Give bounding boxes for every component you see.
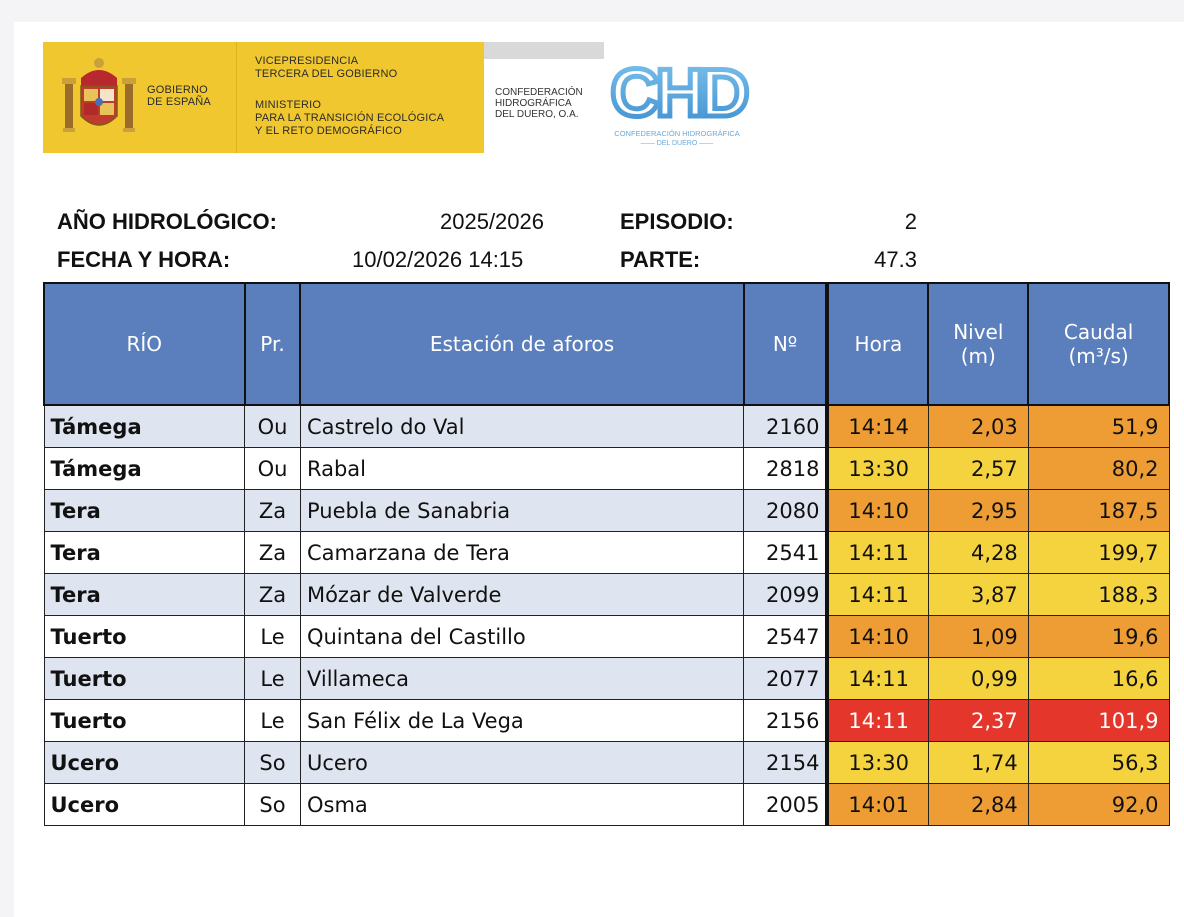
table-body bbox=[44, 405, 1169, 826]
ministerio-line-1: VICEPRESIDENCIA bbox=[255, 55, 359, 67]
cell-estacion: Villameca bbox=[300, 658, 743, 700]
caudal-header-line-1: Caudal bbox=[1063, 320, 1134, 344]
cell-numero: 2080 bbox=[744, 490, 828, 532]
chd-logo-icon bbox=[610, 42, 746, 131]
cell-hora: 14:01 bbox=[827, 784, 928, 826]
cell-caudal: 92,0 bbox=[1028, 784, 1169, 826]
table-row bbox=[44, 532, 1169, 574]
cell-hora: 13:30 bbox=[827, 742, 928, 784]
chd-caption-del-duero: DEL DUERO bbox=[656, 140, 698, 147]
confederacion-line-1: CONFEDERACIÓN bbox=[495, 87, 583, 98]
cell-nivel: 1,74 bbox=[928, 742, 1028, 784]
chd-caption bbox=[605, 129, 749, 149]
cell-provincia: Le bbox=[245, 658, 301, 700]
cell-numero: 2154 bbox=[744, 742, 828, 784]
episodio-label: EPISODIO: bbox=[620, 209, 734, 234]
cell-rio: Támega bbox=[44, 405, 245, 448]
confederacion-line-3: DEL DUERO, O.A. bbox=[495, 109, 579, 120]
caudal-header-line-2: (m³/s) bbox=[1068, 344, 1129, 368]
cell-numero: 2541 bbox=[744, 532, 828, 574]
chd-caption-line-2: ―― DEL DUERO ―― bbox=[640, 140, 714, 147]
table-row bbox=[44, 658, 1169, 700]
cell-provincia: Ou bbox=[245, 448, 301, 490]
table-row bbox=[44, 784, 1169, 826]
cell-nivel: 2,37 bbox=[928, 700, 1028, 742]
gobierno-text-2: DE ESPAÑA bbox=[147, 96, 211, 108]
col-header-nivel bbox=[928, 283, 1028, 405]
cell-nivel: 2,84 bbox=[928, 784, 1028, 826]
cell-estacion: Osma bbox=[300, 784, 743, 826]
cell-hora: 14:11 bbox=[827, 700, 928, 742]
parte-label: PARTE: bbox=[620, 247, 701, 272]
ministerio-line-5: Y EL RETO DEMOGRÁFICO bbox=[255, 125, 403, 137]
cell-nivel: 4,28 bbox=[928, 532, 1028, 574]
cell-caudal: 199,7 bbox=[1028, 532, 1169, 574]
grey-tab bbox=[484, 42, 604, 59]
table-header-row bbox=[44, 283, 1169, 405]
cell-hora: 14:14 bbox=[827, 405, 928, 448]
ministerio-line-3: MINISTERIO bbox=[255, 99, 322, 111]
fecha-value: 10/02/2026 14:15 bbox=[352, 247, 524, 272]
cell-numero: 2005 bbox=[744, 784, 828, 826]
cell-nivel: 3,87 bbox=[928, 574, 1028, 616]
cell-numero: 2547 bbox=[744, 616, 828, 658]
col-header-rio: RÍO bbox=[44, 283, 245, 405]
cell-nivel: 2,03 bbox=[928, 405, 1028, 448]
cell-hora: 14:11 bbox=[827, 574, 928, 616]
episodio-value: 2 bbox=[904, 209, 917, 234]
cell-caudal: 16,6 bbox=[1028, 658, 1169, 700]
cell-provincia: Za bbox=[245, 490, 301, 532]
chd-logo-letters: CHD bbox=[610, 55, 746, 131]
cell-provincia: So bbox=[245, 742, 301, 784]
gobierno-text-1: GOBIERNO bbox=[147, 84, 208, 96]
ministerio-line-4: PARA LA TRANSICIÓN ECOLÓGICA bbox=[255, 112, 445, 124]
cell-rio: Támega bbox=[44, 448, 245, 490]
cell-estacion: Ucero bbox=[300, 742, 743, 784]
cell-estacion: Quintana del Castillo bbox=[300, 616, 743, 658]
gobierno-logo bbox=[43, 42, 237, 153]
cell-provincia: Za bbox=[245, 532, 301, 574]
coat-of-arms-icon bbox=[59, 54, 139, 144]
cell-caudal: 51,9 bbox=[1028, 405, 1169, 448]
col-header-pr: Pr. bbox=[245, 283, 301, 405]
cell-numero: 2156 bbox=[744, 700, 828, 742]
cell-caudal: 56,3 bbox=[1028, 742, 1169, 784]
aforos-table bbox=[43, 282, 1170, 826]
parte-value: 47.3 bbox=[874, 247, 917, 272]
table-row bbox=[44, 448, 1169, 490]
cell-caudal: 80,2 bbox=[1028, 448, 1169, 490]
ministerio-logo bbox=[43, 42, 484, 153]
chd-logo bbox=[610, 42, 746, 131]
cell-hora: 14:10 bbox=[827, 490, 928, 532]
col-header-caudal bbox=[1028, 283, 1169, 405]
table-row bbox=[44, 490, 1169, 532]
cell-estacion: Castrelo do Val bbox=[300, 405, 743, 448]
cell-caudal: 19,6 bbox=[1028, 616, 1169, 658]
table-row bbox=[44, 574, 1169, 616]
fecha-label: FECHA Y HORA: bbox=[57, 247, 231, 272]
cell-rio: Tera bbox=[44, 574, 245, 616]
confederacion-text bbox=[495, 87, 583, 120]
cell-rio: Tuerto bbox=[44, 658, 245, 700]
cell-provincia: So bbox=[245, 784, 301, 826]
col-header-estacion: Estación de aforos bbox=[300, 283, 743, 405]
cell-rio: Tuerto bbox=[44, 616, 245, 658]
cell-estacion: Puebla de Sanabria bbox=[300, 490, 743, 532]
confederacion-line-2: HIDROGRÁFICA bbox=[495, 98, 572, 109]
table-row bbox=[44, 700, 1169, 742]
cell-provincia: Le bbox=[245, 616, 301, 658]
cell-hora: 14:11 bbox=[827, 658, 928, 700]
cell-numero: 2818 bbox=[744, 448, 828, 490]
table-row bbox=[44, 616, 1169, 658]
cell-numero: 2160 bbox=[744, 405, 828, 448]
cell-rio: Ucero bbox=[44, 784, 245, 826]
cell-nivel: 1,09 bbox=[928, 616, 1028, 658]
cell-caudal: 187,5 bbox=[1028, 490, 1169, 532]
cell-rio: Tera bbox=[44, 532, 245, 574]
cell-numero: 2077 bbox=[744, 658, 828, 700]
cell-hora: 14:10 bbox=[827, 616, 928, 658]
anio-label: AÑO HIDROLÓGICO: bbox=[57, 209, 277, 234]
cell-provincia: Za bbox=[245, 574, 301, 616]
cell-rio: Ucero bbox=[44, 742, 245, 784]
ministerio-line-2: TERCERA DEL GOBIERNO bbox=[255, 68, 398, 80]
col-header-no: Nº bbox=[744, 283, 828, 405]
cell-nivel: 0,99 bbox=[928, 658, 1028, 700]
anio-value: 2025/2026 bbox=[440, 209, 544, 234]
cell-rio: Tera bbox=[44, 490, 245, 532]
table-row bbox=[44, 742, 1169, 784]
col-header-hora: Hora bbox=[827, 283, 928, 405]
cell-rio: Tuerto bbox=[44, 700, 245, 742]
cell-nivel: 2,57 bbox=[928, 448, 1028, 490]
nivel-header-line-2: (m) bbox=[960, 344, 996, 368]
cell-caudal: 101,9 bbox=[1028, 700, 1169, 742]
table-row bbox=[44, 405, 1169, 448]
cell-caudal: 188,3 bbox=[1028, 574, 1169, 616]
cell-nivel: 2,95 bbox=[928, 490, 1028, 532]
cell-numero: 2099 bbox=[744, 574, 828, 616]
cell-provincia: Le bbox=[245, 700, 301, 742]
cell-estacion: Camarzana de Tera bbox=[300, 532, 743, 574]
cell-estacion: Rabal bbox=[300, 448, 743, 490]
cell-hora: 14:11 bbox=[827, 532, 928, 574]
cell-provincia: Ou bbox=[245, 405, 301, 448]
cell-estacion: San Félix de La Vega bbox=[300, 700, 743, 742]
cell-estacion: Mózar de Valverde bbox=[300, 574, 743, 616]
cell-hora: 13:30 bbox=[827, 448, 928, 490]
nivel-header-line-1: Nivel bbox=[953, 320, 1004, 344]
chd-caption-line-1: CONFEDERACIÓN HIDROGRÁFICA bbox=[614, 129, 740, 138]
